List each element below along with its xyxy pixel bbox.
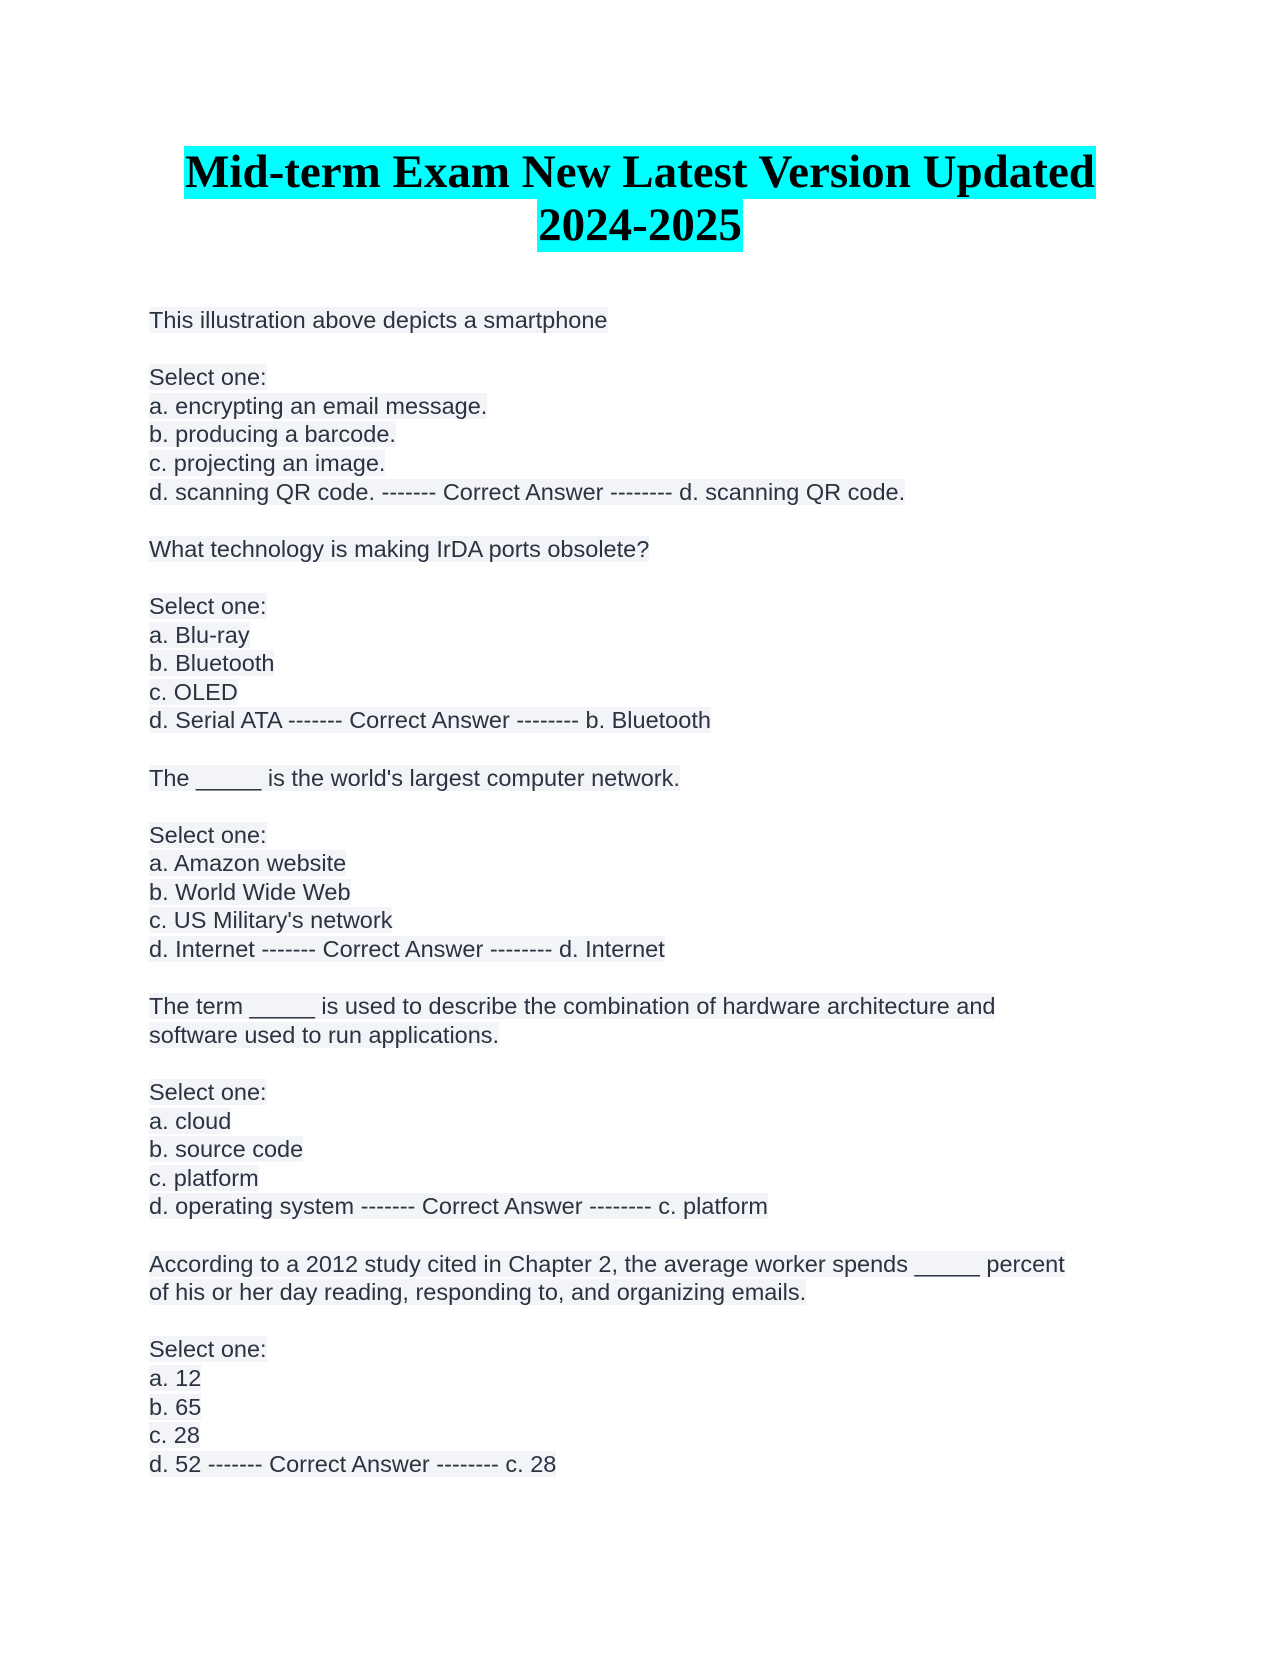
option-d-with-answer: d. scanning QR code. ------- Correct Answer -------- d. scanning QR code.	[149, 478, 906, 505]
question-list	[149, 306, 1149, 1507]
option-a: a. cloud	[149, 1107, 232, 1134]
option-d-with-answer: d. operating system ------- Correct Answer -------- c. platform	[149, 1193, 768, 1220]
question-prompt-line-1: The term _____ is used to describe the combination of hardware architecture and	[149, 993, 996, 1020]
select-one-label: Select one:	[149, 1079, 267, 1106]
option-d-with-answer: d. Serial ATA ------- Correct Answer -------- b. Bluetooth	[149, 707, 711, 734]
option-b: b. World Wide Web	[149, 878, 351, 905]
select-one-label: Select one:	[149, 592, 267, 619]
option-a: a. Amazon website	[149, 850, 347, 877]
question-prompt-line-2: software used to run applications.	[149, 1021, 500, 1048]
option-b: b. source code	[149, 1136, 304, 1163]
option-c: c. US Military's network	[149, 907, 393, 934]
option-d-with-answer: d. 52 ------- Correct Answer -------- c. 28	[149, 1450, 557, 1477]
question-1	[149, 306, 1149, 506]
question-prompt: What technology is making IrDA ports obsolete?	[149, 535, 650, 562]
question-prompt: This illustration above depicts a smartphone	[149, 307, 608, 333]
option-b: b. Bluetooth	[149, 650, 275, 677]
question-4	[149, 992, 1149, 1221]
question-prompt-line-1: According to a 2012 study cited in Chapter 2, the average worker spends _____ percent	[149, 1250, 1065, 1277]
option-a: a. 12	[149, 1364, 202, 1391]
select-one-label: Select one:	[149, 821, 267, 848]
question-prompt: The _____ is the world's largest computer network.	[149, 764, 680, 791]
option-c: c. 28	[149, 1422, 200, 1449]
option-b: b. 65	[149, 1393, 202, 1420]
select-one-label: Select one:	[149, 1336, 267, 1363]
title-line-2: 2024-2025	[538, 199, 742, 251]
page-title	[0, 146, 1280, 252]
option-b: b. producing a barcode.	[149, 421, 396, 448]
option-c: c. OLED	[149, 678, 238, 705]
select-one-label: Select one:	[149, 364, 267, 391]
question-prompt-line-2: of his or her day reading, responding to, and organizing emails.	[149, 1279, 807, 1306]
question-3	[149, 764, 1149, 964]
option-c: c. platform	[149, 1164, 259, 1191]
option-a: a. encrypting an email message.	[149, 392, 488, 419]
title-line-1: Mid-term Exam New Latest Version Updated	[185, 146, 1095, 198]
option-c: c. projecting an image.	[149, 449, 386, 476]
option-d-with-answer: d. Internet ------- Correct Answer -------- d. Internet	[149, 936, 665, 963]
question-2	[149, 535, 1149, 735]
question-5	[149, 1250, 1149, 1479]
option-a: a. Blu-ray	[149, 621, 250, 648]
